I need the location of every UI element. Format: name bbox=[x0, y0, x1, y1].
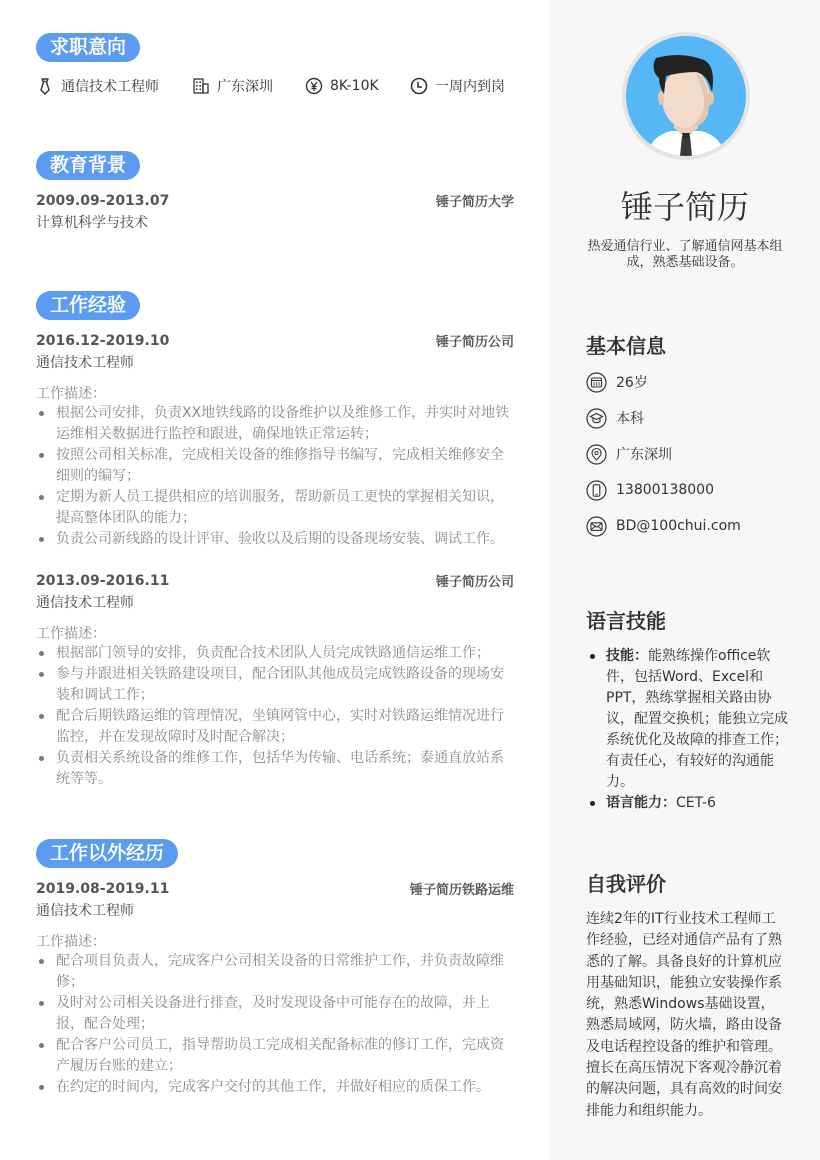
list-item: 负责公司新线路的设计评审、验收以及后期的设备现场安装、调试工作。 bbox=[36, 529, 514, 550]
info-location bbox=[586, 443, 672, 465]
other-entry-desc-label: 工作描述： bbox=[36, 934, 106, 950]
education-school: 锤子简历大学 bbox=[435, 195, 514, 210]
calendar-icon bbox=[586, 372, 607, 393]
section-title-job-intent: 求职意向 bbox=[36, 33, 140, 62]
work-entry-1-desc-label: 工作描述： bbox=[36, 386, 106, 402]
work-entry-1-date: 2016.12-2019.10 bbox=[36, 332, 170, 349]
work-entry-1-bullets bbox=[36, 403, 514, 550]
education-date: 2009.09-2013.07 bbox=[36, 192, 170, 209]
work-entry-1-header bbox=[36, 331, 514, 350]
skill-item bbox=[588, 793, 788, 814]
yen-icon bbox=[305, 77, 323, 95]
self-evaluation-text: 连续2年的IT行业技术工程师工作经验，已经对通信产品有了熟悉的了解。具备良好的计算机应用基础知识，能独立安装操作系统，熟悉Windows基础设置，熟悉局域网，防火墙，路由设备及电话程控设备的维护和管理。擅长在高压情况下客观冷静沉着的解决问题，具有高效的时间安排能力和组织能力。 bbox=[586, 911, 782, 1119]
info-phone bbox=[586, 479, 714, 501]
list-item: 负责相关系统设备的维修工作，包括华为传输、电话系统；泰通直放站系统等等。 bbox=[36, 748, 514, 790]
work-entry-2-company: 锤子简历公司 bbox=[435, 575, 514, 590]
intent-position bbox=[36, 76, 192, 96]
list-item: 及时对公司相关设备进行排查，及时发现设备中可能存在的故障，并上报，配合处理； bbox=[36, 993, 514, 1035]
job-intent-row bbox=[36, 74, 505, 98]
info-phone-text: 13800138000 bbox=[616, 482, 714, 498]
candidate-name: 锤子简历 bbox=[620, 188, 749, 226]
avatar-illustration bbox=[626, 36, 746, 156]
education-entry-header bbox=[36, 191, 514, 210]
section-title-work: 工作经验 bbox=[36, 291, 140, 320]
info-location-text: 广东深圳 bbox=[616, 447, 672, 463]
other-entry-header bbox=[36, 879, 514, 898]
list-item: 参与并跟进相关铁路建设项目，配合团队其他成员完成铁路设备的现场安装和调试工作； bbox=[36, 664, 514, 706]
phone-icon bbox=[586, 480, 607, 501]
skill-item bbox=[588, 646, 788, 793]
list-item: 配合客户公司员工，指导帮助员工完成相关配备标准的修订工作，完成资产履历台账的建立； bbox=[36, 1035, 514, 1077]
mail-icon bbox=[586, 516, 607, 537]
education-major: 计算机科学与技术 bbox=[36, 215, 148, 231]
list-item: 根据公司安排，负责XX地铁线路的设备维护以及维修工作，并实时对地铁运维相关数据进行监控和跟进，确保地铁正常运转； bbox=[36, 403, 514, 445]
avatar bbox=[622, 32, 750, 160]
intent-availability bbox=[410, 76, 505, 96]
other-entry-date: 2019.08-2019.11 bbox=[36, 880, 170, 897]
clock-icon bbox=[410, 77, 428, 95]
work-entry-2-bullets bbox=[36, 643, 514, 790]
work-entry-1-role: 通信技术工程师 bbox=[36, 355, 134, 371]
info-age-text: 26岁 bbox=[616, 375, 648, 391]
info-email-text: BD@100chui.com bbox=[616, 518, 741, 534]
other-entry-org: 锤子简历铁路运维 bbox=[409, 883, 514, 898]
intent-salary-text: 8K-10K bbox=[330, 78, 379, 94]
intent-location bbox=[192, 76, 305, 96]
list-item: 根据部门领导的安排，负责配合技术团队人员完成铁路通信运维工作； bbox=[36, 643, 514, 664]
skill-label: 技能： bbox=[606, 648, 648, 664]
list-item: 定期为新人员工提供相应的培训服务，帮助新员工更快的掌握相关知识，提高整体团队的能力； bbox=[36, 487, 514, 529]
building-icon bbox=[192, 77, 210, 95]
skill-label: 语言能力： bbox=[606, 795, 676, 811]
section-title-self-evaluation: 自我评价 bbox=[586, 872, 666, 896]
candidate-motto: 热爱通信行业、了解通信网基本组成，熟悉基础设备。 bbox=[587, 239, 783, 270]
section-title-other-experience: 工作以外经历 bbox=[36, 839, 178, 868]
section-title-basic-info: 基本信息 bbox=[586, 334, 666, 358]
list-item: 在约定的时间内，完成客户交付的其他工作，并做好相应的质保工作。 bbox=[36, 1077, 514, 1098]
work-entry-2-desc-label: 工作描述： bbox=[36, 626, 106, 642]
list-item: 配合后期铁路运维的管理情况，坐镇网管中心，实时对铁路运维情况进行监控，并在发现故障时及时配合解决； bbox=[36, 706, 514, 748]
skills-list bbox=[588, 646, 788, 814]
graduation-cap-icon bbox=[586, 408, 607, 429]
intent-location-text: 广东深圳 bbox=[217, 79, 273, 95]
info-email bbox=[586, 515, 741, 537]
location-pin-icon bbox=[586, 444, 607, 465]
info-degree-text: 本科 bbox=[616, 411, 644, 427]
intent-availability-text: 一周内到岗 bbox=[435, 79, 505, 95]
person-icon bbox=[626, 36, 746, 156]
other-entry-role: 通信技术工程师 bbox=[36, 903, 134, 919]
work-entry-2-role: 通信技术工程师 bbox=[36, 595, 134, 611]
work-entry-1-company: 锤子简历公司 bbox=[435, 335, 514, 350]
work-entry-2-header bbox=[36, 571, 514, 590]
work-entry-2-date: 2013.09-2016.11 bbox=[36, 572, 170, 589]
intent-salary bbox=[305, 77, 410, 95]
list-item: 按照公司相关标准，完成相关设备的维修指导书编写，完成相关维修安全细则的编写； bbox=[36, 445, 514, 487]
section-title-education: 教育背景 bbox=[36, 151, 140, 180]
other-entry-bullets bbox=[36, 951, 514, 1098]
intent-position-text: 通信技术工程师 bbox=[61, 79, 159, 95]
skill-text: 能熟练操作office软件，包括Word、Excel和PPT，熟练掌握相关路由协议，配置交换机；能独立完成系统优化及故障的排查工作；有责任心，有较好的沟通能力。 bbox=[606, 648, 788, 790]
info-age bbox=[586, 371, 648, 393]
skill-text: CET-6 bbox=[676, 795, 716, 811]
list-item: 配合项目负责人，完成客户公司相关设备的日常维护工作，并负责故障维修； bbox=[36, 951, 514, 993]
tie-icon bbox=[36, 77, 54, 95]
info-degree bbox=[586, 407, 644, 429]
section-title-skills: 语言技能 bbox=[586, 609, 666, 633]
